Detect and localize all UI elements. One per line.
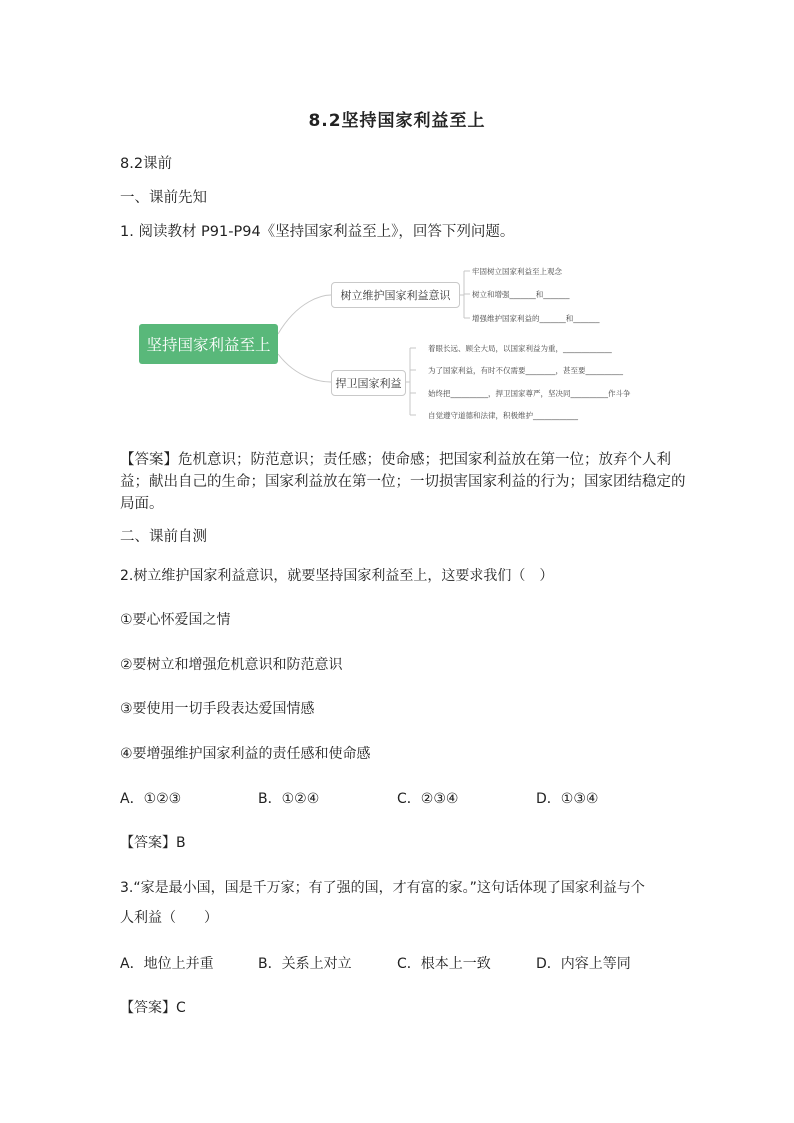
question-3-option-c: C．根本上一致 — [397, 956, 491, 972]
question-3-stem: 3.“家是最小国，国是千万家；有了强的国，才有富的家。”这句话体现了国家利益与个 — [120, 880, 645, 896]
section-heading: 8.2课前 — [120, 156, 173, 172]
mind-map-branch-2: 捍卫国家利益 — [331, 370, 406, 396]
question-2-option-b: B．①②④ — [258, 791, 320, 807]
mind-map-leaf: 着眼长远、顾全大局，以国家利益为重，_____________ — [428, 344, 612, 353]
mind-map-leaf: 为了国家利益，有时不仅需要________，甚至要__________ — [428, 366, 623, 375]
mind-map-leaf: 始终把__________，捍卫国家尊严，坚决同__________作斗争 — [428, 389, 631, 398]
mind-map-root: 坚持国家利益至上 — [139, 324, 278, 364]
part1-heading: 一、课前先知 — [120, 190, 207, 206]
mind-map-leaf: 自觉遵守道德和法律，积极维护____________ — [428, 411, 578, 420]
question-3-option-d: D．内容上等同 — [536, 956, 631, 972]
question-2-stem: 2.树立维护国家利益意识，就要坚持国家利益至上，这要求我们（ ） — [120, 568, 554, 584]
mind-map-branch-1: 树立维护国家利益意识 — [331, 282, 460, 308]
question-2-item: ②要树立和增强危机意识和防范意识 — [120, 657, 343, 673]
mind-map-leaf: 增强维护国家利益的_______和_______ — [472, 314, 600, 323]
question-3-option-b: B．关系上对立 — [258, 956, 352, 972]
question-2-option-c: C．②③④ — [397, 791, 459, 807]
question-2-option-d: D．①③④ — [536, 791, 599, 807]
question-2-option-a: A．①②③ — [120, 791, 182, 807]
question-2-item: ①要心怀爱国之情 — [120, 612, 231, 628]
question-2-answer: 【答案】B — [120, 835, 186, 851]
mind-map — [138, 260, 658, 430]
question-2-item: ④要增强维护国家利益的责任感和使命感 — [120, 746, 371, 762]
mind-map-leaf: 牢固树立国家利益至上观念 — [472, 267, 562, 276]
question-2-item: ③要使用一切手段表达爱国情感 — [120, 701, 315, 717]
question-3-stem-continued: 人利益（ ） — [120, 910, 218, 926]
answer-1: 【答案】危机意识；防范意识；责任感；使命感；把国家利益放在第一位；放弃个人利益；献出自己的生命；国家利益放在第一位；一切损害国家利益的行为；国家团结稳定的局面。 — [120, 452, 686, 512]
mind-map-leaf: 树立和增强_______和_______ — [472, 290, 570, 299]
question-1: 1. 阅读教材 P91-P94《坚持国家利益至上》，回答下列问题。 — [120, 224, 515, 240]
question-3-option-a: A．地位上并重 — [120, 956, 214, 972]
page-title: 8.2坚持国家利益至上 — [308, 111, 486, 131]
part2-heading: 二、课前自测 — [120, 529, 207, 545]
question-3-answer: 【答案】C — [120, 1000, 186, 1016]
